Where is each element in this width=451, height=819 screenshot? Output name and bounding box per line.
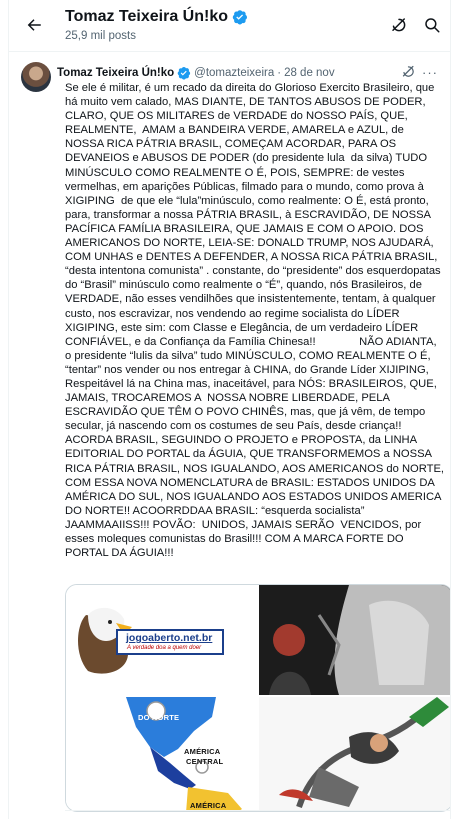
grok-icon (390, 16, 408, 34)
avatar[interactable] (21, 62, 51, 92)
tweet-header (57, 66, 438, 80)
media-grid[interactable] (65, 584, 451, 812)
verified-badge-icon (177, 66, 191, 80)
post-count: 25,9 mil posts (65, 30, 136, 42)
author-handle[interactable]: @tomazteixeira (194, 67, 275, 79)
media-map[interactable] (66, 697, 257, 812)
grok-button[interactable] (401, 64, 416, 82)
media-cartoon[interactable] (259, 697, 451, 812)
grok-button[interactable] (387, 13, 411, 37)
next-item-divider (65, 810, 451, 819)
app-frame (8, 0, 451, 819)
tweet[interactable] (9, 52, 450, 560)
search-button[interactable] (420, 13, 444, 37)
map-label-america-2: AMÉRICA (190, 801, 227, 810)
media-illustration-dark[interactable] (259, 585, 451, 695)
back-arrow-icon (25, 16, 43, 34)
more-icon[interactable]: ··· (422, 65, 438, 80)
tweet-text: Se ele é militar, é um recado da direita do Glorioso Exercito Brasileiro, que há muito vem calado, MAS DIANTE, DE TANTOS ABUSOS DE PODER, CLARO, QUE OS MILITARES de VERDADE do NOSSO PAÍS, QUE, REALMENTE, AMAM a BANDEIRA VERDE, AMARELA e AZUL, de NOSSA RICA PÁTRIA BRASIL, COMEÇAM ACORDAR, PARA OS DEVANEIOS e ABUSOS DE PODER (do presidente lula da silva) TUDO MINÚSCULO COMO REALMENTE O É, POIS, SEMPRE: de vestes vermelhas, em aparições Públicas, filmado para o mundo, como prova à XIGIPING de que ele “lula”minúsculo, como realmente: O É, está pronto, para, transformar a nossa PÁTRIA BRASIL, à ESCRAVIDÃO, DE NOSSA PACÍFICA FAMÍLIA BRASILEIRA, QUE JAMAIS E COM O APOIO. DOS AMERICANOS DO NORTE, LEIA-SE: DONALD TRUMP, NOS AJUDARÁ, COM UNHAS e DENTES A DEFENDER, A NOSSA RICA PÁTRIA BRASIL, “desta intentona comunista” . constante, do “presidente” dos esquerdopatas do “Brasil” minúsculo como realmente o “É”, quando, nós Brasileiros, de VERDADE, não esses vendilhões que insistentemente, tentam, à qualquer custo, nos escravizar, nos vendendo ao regime socialista do LÍDER XIGIPING, este sim: com Classe e Elegância, de um verdadeiro LÍDER CONFIÁVEL, e da Confiança da Família Chinesa!! NÃO ADIANTA, o presidente “lulis da silva” tudo MINÚSCULO, COMO REALMENTE O É, “tentar” nos vender ou nos entregar à CHINA, do Grande Líder XIJIPING, Respeitável lá na China mas, inaceitável, para NÓS: BRASILEIROS, QUE, JAMAIS, TROCAREMOS A NOSSA NOBRE LIBERDADE, PELA ESCRAVIDÃO QUE TÊM O POVO CHINÊS, mas, que já vêm, de tempo secular, já nascendo com os costumes de seu País, desde criança!! ACORDA BRASIL, SEGUINDO O PROJETO e PROPOSTA, da LINHA EDITORIAL DO PORTAL da ÁGUIA, QUE TRANSFORMEMOS a NOSSA RICA PÁTRIA BRASIL, NOS IGUALANDO, AOS AMERICANOS do NORTE, COM ESSA NOVA NOMENCLATURA de BRASIL: ESTADOS UNIDOS DA AMÉRICA DO SUL, NOS IGUALANDO AOS ESTADOS UNIDOS AMERICA DO NORTE!! ACOORRDDAA BRASIL: “esquerda socialista” JAAMMAAIISS!!! POVÃO: UNIDOS, JAMAIS SERÃO VENCIDOS, por esses moleques comunistas do Brasil!!! COM A MARCA FORTE DO PORTAL DA ÁGUIA!!! (65, 82, 448, 560)
badge-tagline: A verdade doa a quem doer (127, 645, 202, 651)
cartoon-image (259, 697, 451, 812)
search-icon (423, 16, 441, 34)
badge-site: jogoaberto.net.br (126, 632, 213, 644)
separator: · (277, 67, 282, 79)
dark-illustration (259, 585, 451, 695)
map-label-north: DO NORTE (138, 713, 180, 722)
author-name[interactable]: Tomaz Teixeira Ún!ko (57, 67, 175, 79)
map-label-central: CENTRAL (186, 757, 224, 766)
map-label-america-1: AMÉRICA (184, 747, 221, 756)
site-badge (116, 629, 224, 655)
verified-badge-icon (232, 9, 248, 25)
back-button[interactable] (19, 10, 49, 40)
header-title-row (65, 8, 248, 26)
tweet-date[interactable]: 28 de nov (284, 67, 335, 79)
media-eagle-logo[interactable] (66, 585, 257, 695)
page-title: Tomaz Teixeira Ún!ko (65, 8, 228, 25)
grok-icon (401, 64, 416, 79)
profile-header (9, 0, 450, 52)
